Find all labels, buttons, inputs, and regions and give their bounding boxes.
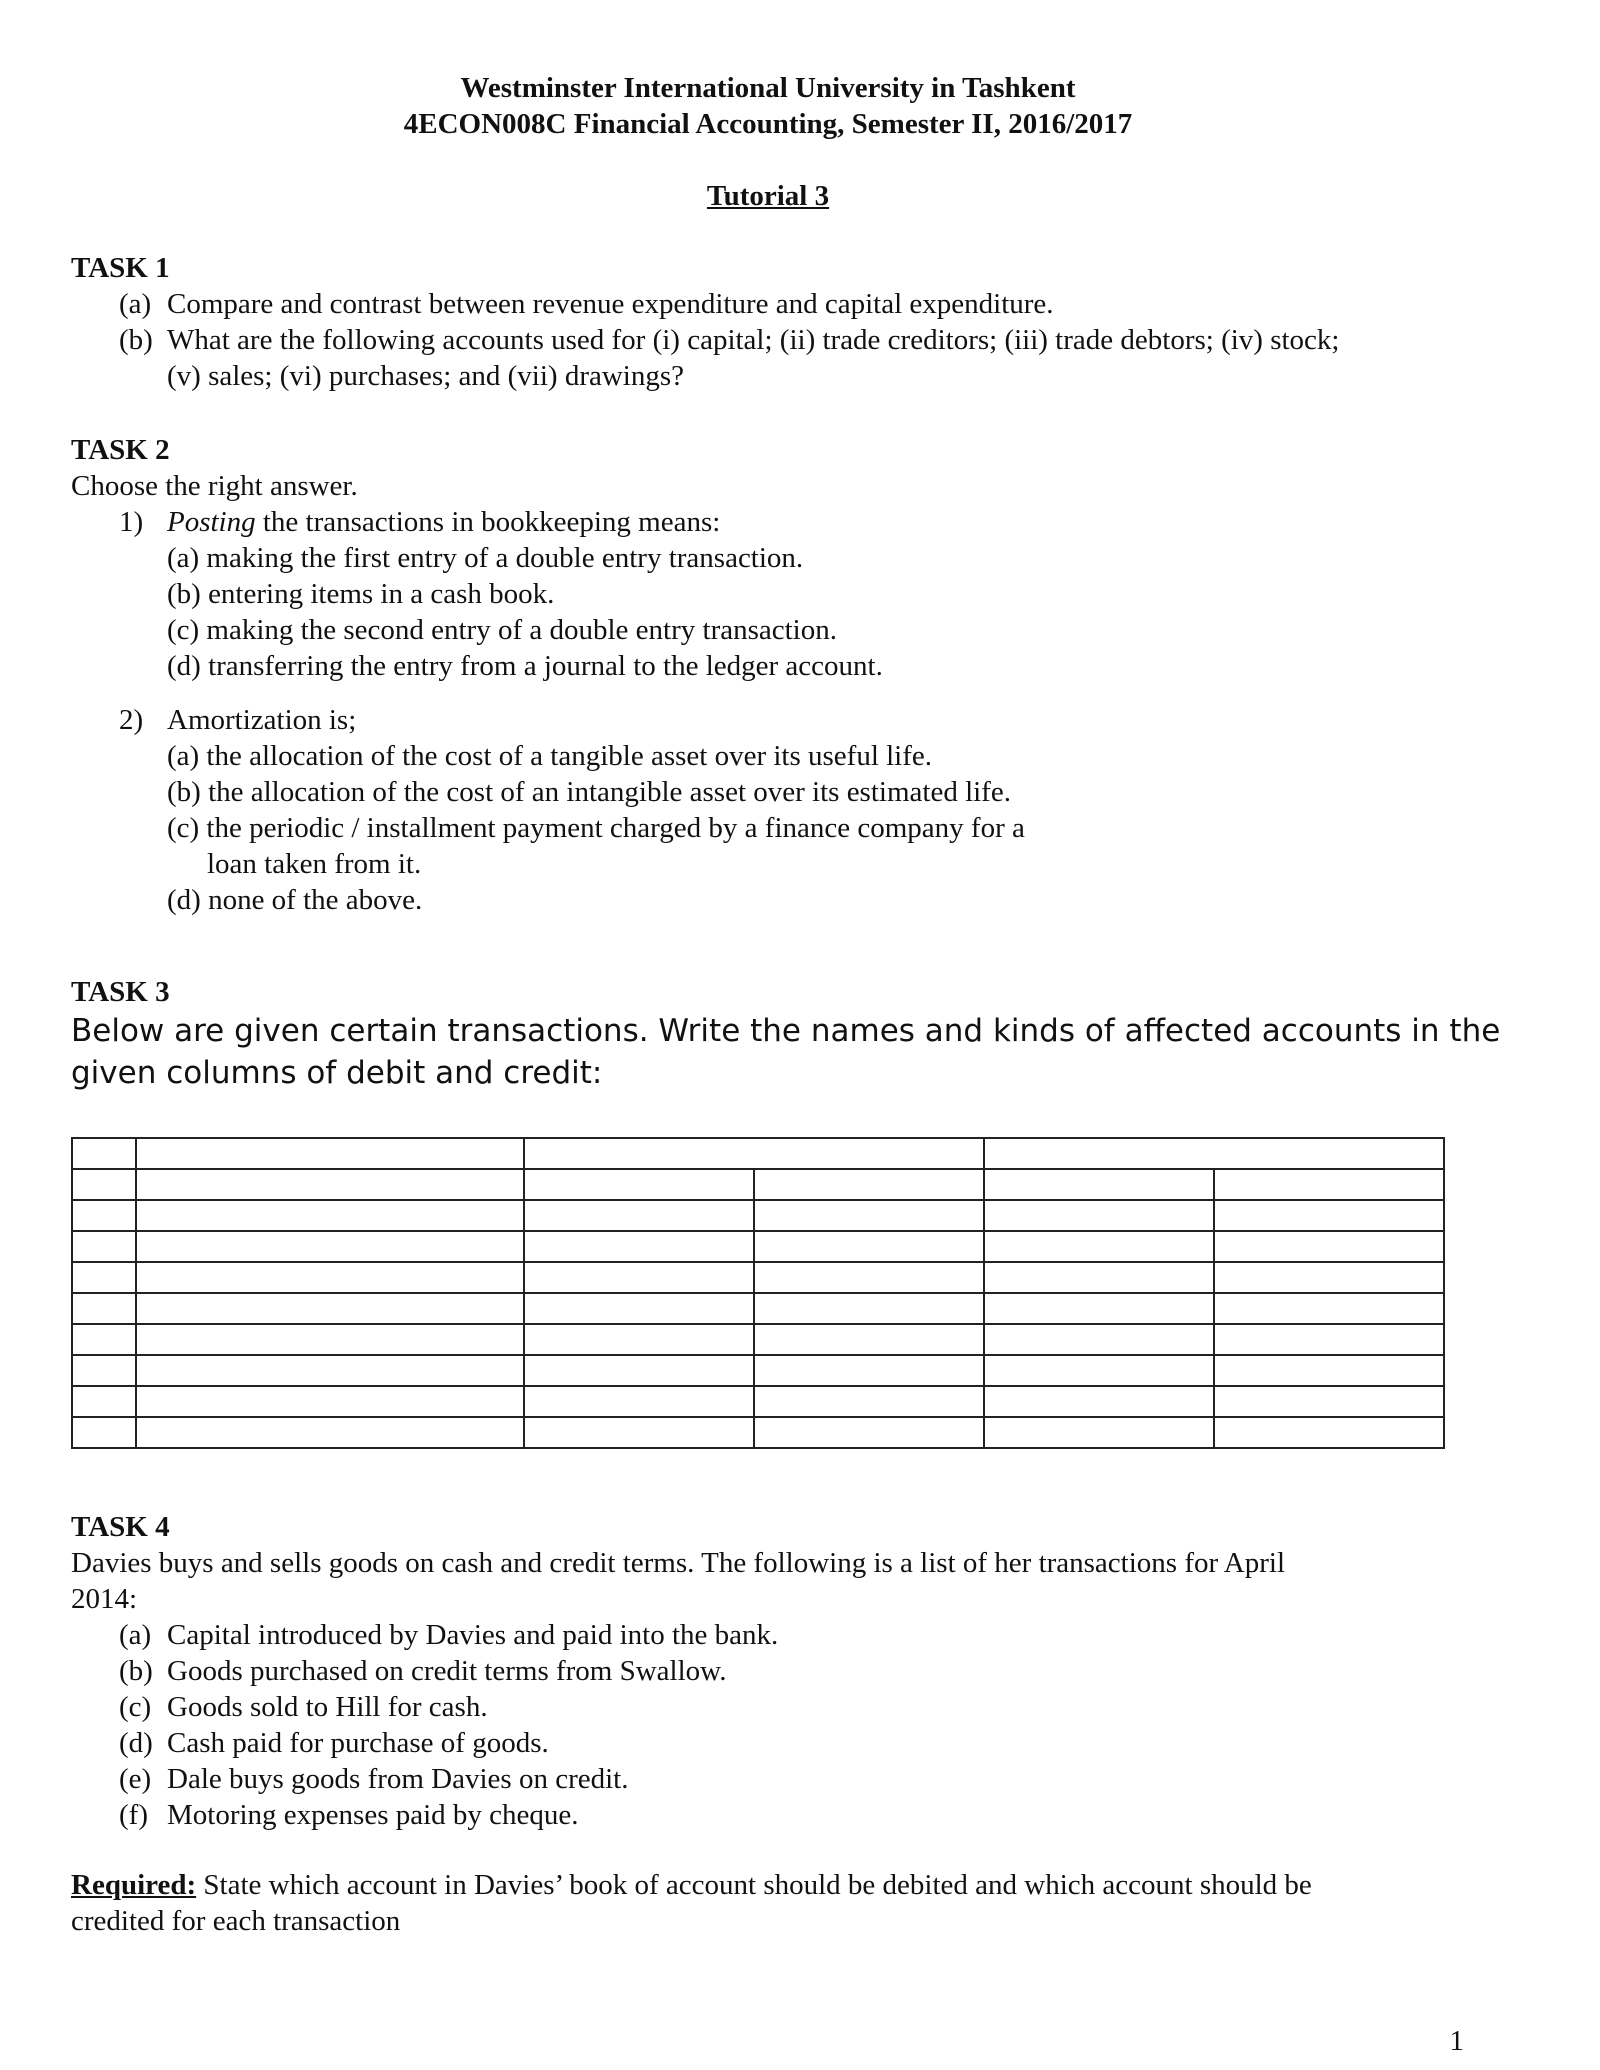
table-cell[interactable] [754, 1355, 984, 1386]
table-cell[interactable] [524, 1417, 754, 1448]
task4-section [71, 1509, 1461, 1939]
task4-required: Required: State which account in Davies’ book of account should be debited and which account should be credited for each transaction [71, 1869, 1312, 1937]
table-cell[interactable] [524, 1200, 754, 1231]
list-item: (c) Goods sold to Hill for cash. [119, 1691, 488, 1723]
list-item: (b) Goods purchased on credit terms from Swallow. [119, 1655, 727, 1687]
table-cell[interactable] [136, 1262, 524, 1293]
q1-option-b: (b) entering items in a cash book. [167, 578, 555, 610]
q1-option-c: (c) making the second entry of a double entry transaction. [167, 614, 837, 646]
list-item: (a) Capital introduced by Davies and paid into the bank. [119, 1619, 779, 1651]
table-cell[interactable] [1214, 1262, 1444, 1293]
table-cell[interactable] [1214, 1417, 1444, 1448]
task2-question-1: 1) Posting the transactions in bookkeeping means: (a) making the first entry of a double entry transaction. (b) entering items in a cash book. (c) making the second entry of a double entry transaction. (d) transferring the entry from a journal to the ledger account. [71, 504, 1025, 684]
task1-heading: TASK 1 [71, 252, 170, 284]
list-item: (f) Motoring expenses paid by cheque. [119, 1799, 579, 1831]
table-cell[interactable] [754, 1200, 984, 1231]
table-row [72, 1324, 1444, 1355]
table-cell[interactable] [984, 1138, 1444, 1169]
table-cell[interactable] [1214, 1231, 1444, 1262]
table-row [72, 1293, 1444, 1324]
table-cell[interactable] [754, 1417, 984, 1448]
table-cell[interactable] [72, 1138, 136, 1169]
table-cell[interactable] [72, 1355, 136, 1386]
table-cell[interactable] [72, 1386, 136, 1417]
table-cell[interactable] [984, 1355, 1214, 1386]
table-cell[interactable] [754, 1169, 984, 1200]
table-cell[interactable] [984, 1293, 1214, 1324]
table-row [72, 1231, 1444, 1262]
table-cell[interactable] [72, 1231, 136, 1262]
table-cell[interactable] [1214, 1355, 1444, 1386]
table-cell[interactable] [136, 1417, 524, 1448]
table-cell[interactable] [524, 1355, 754, 1386]
table-cell[interactable] [524, 1386, 754, 1417]
table-cell[interactable] [754, 1262, 984, 1293]
table-cell[interactable] [524, 1231, 754, 1262]
task4-heading: TASK 4 [71, 1511, 170, 1543]
table-cell[interactable] [72, 1324, 136, 1355]
table-row [72, 1262, 1444, 1293]
task3-heading: TASK 3 [71, 976, 170, 1008]
task2-section [71, 432, 1025, 918]
table-cell[interactable] [1214, 1386, 1444, 1417]
table-cell[interactable] [136, 1355, 524, 1386]
task4-transaction-list [71, 1617, 1461, 1833]
table-row [72, 1386, 1444, 1417]
table-cell[interactable] [984, 1324, 1214, 1355]
table-cell[interactable] [754, 1231, 984, 1262]
table-cell[interactable] [984, 1200, 1214, 1231]
table-cell[interactable] [136, 1293, 524, 1324]
task2-heading: TASK 2 [71, 434, 170, 466]
course-title: 4ECON008C Financial Accounting, Semester II, 2016/2017 [403, 108, 1133, 140]
q1-option-a: (a) making the first entry of a double entry transaction. [167, 542, 804, 574]
table-cell[interactable] [1214, 1169, 1444, 1200]
task2-question-2: 2) Amortization is; (a) the allocation of the cost of a tangible asset over its useful life. (b) the allocation of the cost of an intangible asset over its estimated life. (c) the periodic / installment payment charged by a finance company for a loan taken from it. (d) none of the above. [119, 704, 1025, 916]
tutorial-title: Tutorial 3 [706, 180, 830, 212]
table-row [72, 1169, 1444, 1200]
task4-intro: Davies buys and sells goods on cash and credit terms. The following is a list of her transactions for April 2014: [71, 1547, 1286, 1615]
page-number: 1 [1449, 2025, 1464, 2057]
table-cell[interactable] [524, 1138, 984, 1169]
list-item: (e) Dale buys goods from Davies on credit. [119, 1763, 629, 1795]
university-name: Westminster International University in Tashkent [460, 72, 1076, 104]
task3-answer-table [71, 1137, 1445, 1449]
task2-intro: Choose the right answer. [71, 470, 358, 502]
table-cell[interactable] [72, 1262, 136, 1293]
table-row [72, 1138, 1444, 1169]
table-cell[interactable] [754, 1386, 984, 1417]
table-cell[interactable] [72, 1293, 136, 1324]
table-cell[interactable] [524, 1169, 754, 1200]
q2-option-c: (c) the periodic / installment payment charged by a finance company for a loan taken from it. [167, 812, 1025, 880]
table-cell[interactable] [136, 1231, 524, 1262]
q2-option-d: (d) none of the above. [167, 884, 423, 916]
task1-item-a: (a) Compare and contrast between revenue expenditure and capital expenditure. [119, 288, 1054, 320]
table-cell[interactable] [136, 1169, 524, 1200]
task3-instructions: Below are given certain transactions. Write the names and kinds of affected accounts in the given columns of debit and credit: [71, 1013, 1501, 1091]
q2-option-a: (a) the allocation of the cost of a tangible asset over its useful life. [167, 740, 933, 772]
table-cell[interactable] [1214, 1200, 1444, 1231]
table-cell[interactable] [136, 1200, 524, 1231]
table-cell[interactable] [984, 1262, 1214, 1293]
table-cell[interactable] [754, 1293, 984, 1324]
table-cell[interactable] [984, 1386, 1214, 1417]
table-cell[interactable] [72, 1200, 136, 1231]
table-cell[interactable] [984, 1231, 1214, 1262]
table-cell[interactable] [136, 1386, 524, 1417]
table-cell[interactable] [524, 1262, 754, 1293]
task3-section [71, 974, 1500, 1094]
table-cell[interactable] [984, 1169, 1214, 1200]
table-cell[interactable] [72, 1169, 136, 1200]
table-cell[interactable] [1214, 1324, 1444, 1355]
table-row [72, 1200, 1444, 1231]
table-cell[interactable] [524, 1324, 754, 1355]
q2-option-b: (b) the allocation of the cost of an intangible asset over its estimated life. [167, 776, 1011, 808]
table-cell[interactable] [136, 1324, 524, 1355]
table-row [72, 1355, 1444, 1386]
table-cell[interactable] [524, 1293, 754, 1324]
task1-item-b: (b) What are the following accounts used for (i) capital; (ii) trade creditors; (iii) trade debtors; (iv) stock; (v) sales; (vi) purchases; and (vii) drawings? [119, 324, 1340, 392]
table-cell[interactable] [136, 1138, 524, 1169]
table-row [72, 1417, 1444, 1448]
task1-section [71, 250, 1339, 394]
table-cell[interactable] [72, 1417, 136, 1448]
table-cell[interactable] [754, 1324, 984, 1355]
table-cell[interactable] [984, 1417, 1214, 1448]
document-header [0, 70, 1536, 142]
list-item: (d) Cash paid for purchase of goods. [119, 1727, 549, 1759]
table-cell[interactable] [1214, 1293, 1444, 1324]
q1-option-d: (d) transferring the entry from a journal to the ledger account. [167, 650, 883, 682]
